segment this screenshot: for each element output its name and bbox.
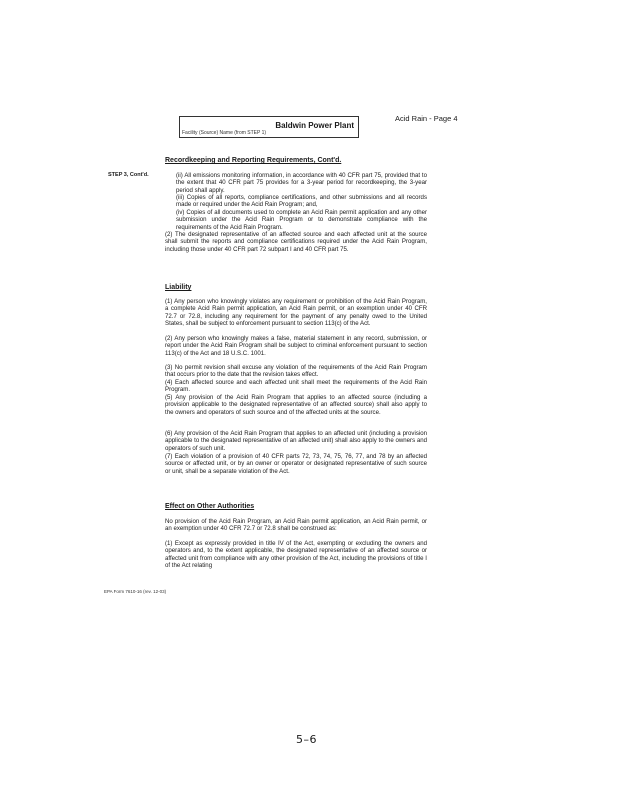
other-authorities-heading: Effect on Other Authorities [165, 503, 255, 510]
recordkeeping-para-3: (iv) Copies of all documents used to complete an Acid Rain permit application and any other submission under the Acid Rain Program or to demonstrate compliance with the requirements of the Acid Rain Program. [176, 209, 427, 231]
liability-para-7: (7) Each violation of a provision of 40 CFR parts 72, 73, 74, 75, 76, 77, and 78 by an affected source or affected unit, or by an owner or operator or designated representative of such source or unit, shall be a separate violation of the Act. [165, 453, 427, 475]
page-number: 5–6 [296, 733, 317, 746]
liability-para-1: (1) Any person who knowingly violates any requirement or prohibition of the Acid Rain Program, a complete Acid Rain permit application, an Acid Rain permit, or an exemption under 40 CFR 72.7 or 72.8, including any requirement for the payment of any penalty owed to the United States, shall be subject to enforcement pursuant to section 113(c) of the Act. [165, 298, 427, 327]
facility-name: Baldwin Power Plant [275, 121, 354, 130]
liability-para-4: (4) Each affected source and each affected unit shall meet the requirements of the Acid Rain Program. [165, 379, 427, 394]
liability-para-3: (3) No permit revision shall excuse any violation of the requirements of the Acid Rain Program that occurs prior to the date that the revision takes effect. [165, 364, 427, 379]
liability-para-5: (5) Any provision of the Acid Rain Program that applies to an affected source (including a provision applicable to the designated representative of an affected source) shall also apply to the owners and operators of such source and of the affected units at the source. [165, 394, 427, 416]
page-header: Acid Rain - Page 4 [395, 114, 458, 123]
form-number: EPA Form 7610-16 (rev. 12-03) [104, 589, 167, 594]
other-authorities-para-2: (1) Except as expressly provided in title IV of the Act, exempting or excluding the owners and operators and, to the extent applicable, the designated representative of an affected source or affected unit from compliance with any other provision of the Act, including the provisions of title I of the Act relating [165, 540, 427, 569]
recordkeeping-para-1: (ii) All emissions monitoring information, in accordance with 40 CFR part 75, provided that to the extent that 40 CFR part 75 provides for a 3-year period for recordkeeping, the 3-year period shall apply. [176, 172, 427, 194]
liability-heading: Liability [165, 284, 192, 291]
facility-label: Facility (Source) Name (from STEP 1) [182, 130, 267, 136]
recordkeeping-heading: Recordkeeping and Reporting Requirements, Cont'd. [165, 157, 342, 164]
step-label: STEP 3, Cont'd. [108, 172, 149, 178]
other-authorities-para-1: No provision of the Acid Rain Program, an Acid Rain permit application, an Acid Rain permit, or an exemption under 40 CFR 72.7 or 72.8 shall be construed as: [165, 518, 427, 533]
recordkeeping-para-4: (2) The designated representative of an affected source and each affected unit at the source shall submit the reports and compliance certifications required under the Acid Rain Program, including those under 40 CFR part 72 subpart I and 40 CFR part 75. [165, 231, 427, 253]
liability-para-2: (2) Any person who knowingly makes a false, material statement in any record, submission, or report under the Acid Rain Program shall be subject to criminal enforcement pursuant to section 113(c) of the Act and 18 U.S.C. 1001. [165, 335, 427, 357]
facility-name-box [179, 116, 359, 138]
recordkeeping-para-2: (iii) Copies of all reports, compliance certifications, and other submissions and all records made or required under the Acid Rain Program; and, [176, 194, 427, 209]
liability-para-6: (6) Any provision of the Acid Rain Program that applies to an affected unit (including a provision applicable to the designated representative of an affected unit) shall also apply to the owners and operators of such unit. [165, 430, 427, 452]
